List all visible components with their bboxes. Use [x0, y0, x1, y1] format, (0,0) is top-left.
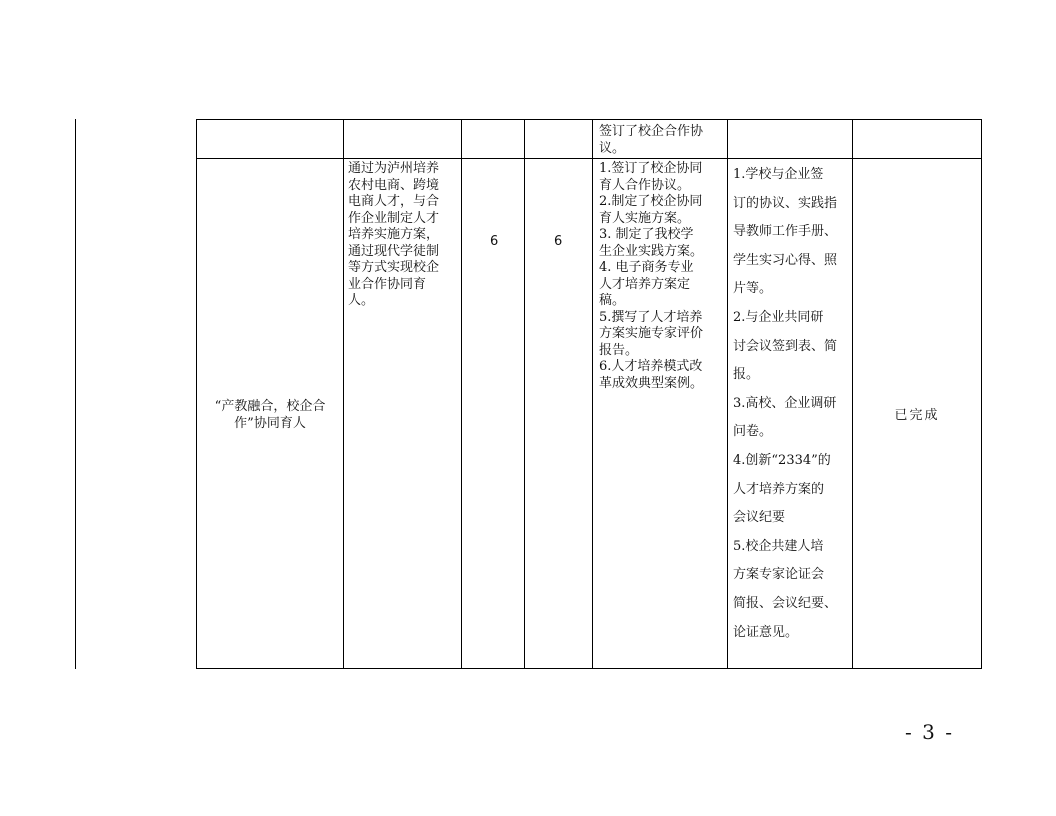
- project-name-cell: [198, 398, 342, 432]
- evidence-line: 订的协议、实践指: [733, 195, 838, 211]
- evidence-line: 简报、会议纪要、: [733, 595, 838, 611]
- col-line-3: [461, 119, 462, 669]
- evidence-line: 2.与企业共同研: [733, 309, 824, 325]
- content-line: 业合作协同育: [348, 276, 427, 292]
- col-line-5: [592, 119, 593, 669]
- col-line-6: [727, 119, 728, 669]
- outcome-line: 3. 制定了我校学: [599, 227, 694, 242]
- col-line-7: [852, 119, 853, 669]
- project-name-line: 作”协同育人: [234, 416, 306, 431]
- outcome-line: 育人实施方案。: [599, 210, 691, 226]
- evidence-line: 学生实习心得、照: [733, 252, 838, 268]
- project-name-line: “产教融合，校企合: [214, 399, 326, 414]
- outcome-line: 5.撰写了人才培养: [599, 309, 703, 325]
- col-line-2: [343, 119, 344, 669]
- score-a: 6: [490, 234, 499, 249]
- evidence-line: 1.学校与企业签: [733, 167, 824, 182]
- evidence-line: 4.创新“2334”的: [733, 452, 831, 468]
- outcome-line: 育人合作协议。: [599, 177, 691, 193]
- prev-evidence-line: 签订了校企合作协: [599, 124, 704, 139]
- content-line: 作企业制定人才: [348, 210, 440, 226]
- content-cell: [348, 161, 460, 310]
- col-line-1: [196, 119, 197, 669]
- content-line: 培养实施方案，: [348, 227, 440, 242]
- outcome-line: 人才培养方案定: [599, 276, 691, 292]
- outcome-line: 革成效典型案例。: [599, 375, 704, 391]
- evidence-line: 讨会议签到表、简: [733, 338, 838, 354]
- evidence-line: 方案专家论证会: [733, 567, 825, 583]
- prev-row-evidence-tail: [599, 123, 724, 157]
- outcome-line: 2.制定了校企协同: [599, 194, 703, 209]
- content-line: 等方式实现校企: [348, 260, 440, 275]
- page-number: - 3 -: [905, 720, 954, 744]
- outcome-line: 稿。: [599, 293, 626, 308]
- outcome-line: 6.人才培养模式改: [599, 359, 703, 374]
- outcome-line: 生企业实践方案。: [599, 243, 704, 259]
- evidence-cell: [733, 161, 851, 647]
- col-line-8: [981, 119, 982, 669]
- outcome-line: 4. 电子商务专业: [599, 260, 694, 275]
- content-line: 通过现代学徒制: [348, 243, 440, 259]
- evidence-line: 5.校企共建人培: [733, 538, 824, 554]
- status-cell: 已完成: [894, 408, 940, 423]
- evidence-line: 报。: [733, 367, 760, 383]
- evidence-line: 人才培养方案的: [733, 481, 825, 497]
- evidence-line: 会议纪要: [733, 510, 786, 526]
- page-left-rule: [75, 119, 76, 669]
- prev-evidence-line: 议。: [599, 141, 626, 156]
- col-line-4: [524, 119, 525, 669]
- outcomes-cell: [599, 161, 725, 392]
- table-top-border: [196, 119, 981, 120]
- outcome-line: 方案实施专家评价: [599, 326, 704, 341]
- content-line: 通过为泸州培养: [348, 161, 440, 176]
- evidence-line: 片等。: [733, 281, 773, 297]
- score-b: 6: [554, 234, 563, 249]
- evidence-line: 3.高校、企业调研: [733, 395, 837, 411]
- evidence-line: 问卷。: [733, 424, 773, 440]
- evidence-line: 导教师工作手册、: [733, 224, 838, 240]
- row-divider: [196, 158, 981, 159]
- content-line: 农村电商、跨境: [348, 177, 440, 193]
- content-line: 电商人才，与合: [348, 194, 440, 209]
- outcome-line: 1.签订了校企协同: [599, 161, 703, 176]
- evidence-line: 论证意见。: [733, 624, 799, 640]
- content-line: 人。: [348, 293, 375, 308]
- table-bottom-border: [196, 668, 981, 669]
- outcome-line: 报告。: [599, 342, 639, 358]
